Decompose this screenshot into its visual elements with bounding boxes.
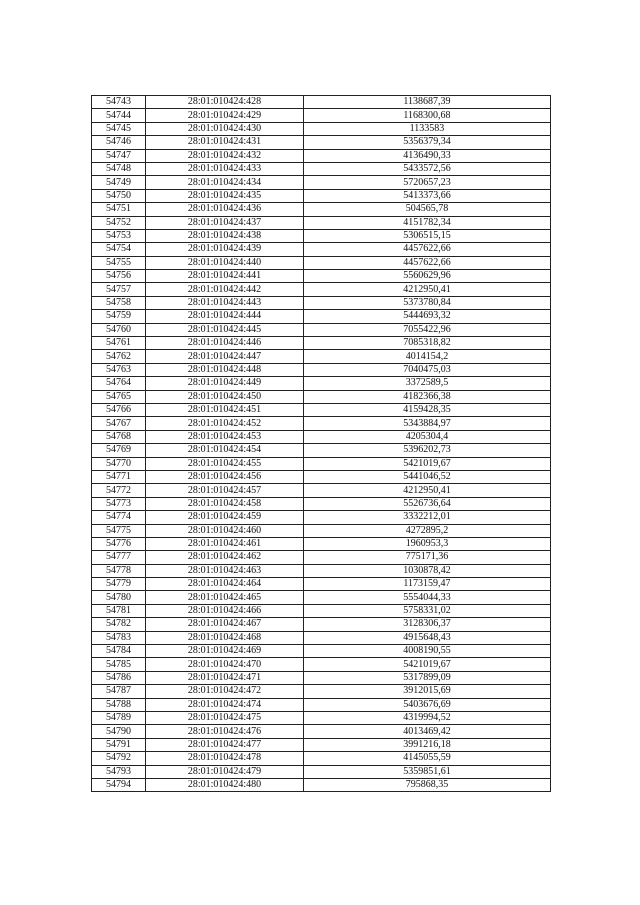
cadastral-number-cell: 28:01:010424:428 (146, 96, 304, 109)
row-number-cell: 54752 (92, 216, 146, 229)
cadastral-number-cell: 28:01:010424:430 (146, 122, 304, 135)
table-body (92, 96, 551, 792)
row-number-cell: 54756 (92, 270, 146, 283)
row-number-cell: 54753 (92, 229, 146, 242)
row-number-cell: 54757 (92, 283, 146, 296)
row-number-cell: 54746 (92, 136, 146, 149)
cadastral-number-cell: 28:01:010424:452 (146, 417, 304, 430)
row-number-cell: 54748 (92, 162, 146, 175)
table-row (92, 698, 551, 711)
value-cell: 1173159,47 (304, 578, 551, 591)
table-row (92, 96, 551, 109)
row-number-cell: 54790 (92, 725, 146, 738)
value-cell: 1960953,3 (304, 537, 551, 550)
row-number-cell: 54788 (92, 698, 146, 711)
table-row (92, 403, 551, 416)
table-row (92, 444, 551, 457)
cadastral-number-cell: 28:01:010424:436 (146, 203, 304, 216)
value-cell: 4457622,66 (304, 243, 551, 256)
table-row (92, 350, 551, 363)
table-row (92, 524, 551, 537)
cadastral-number-cell: 28:01:010424:433 (146, 162, 304, 175)
table-row (92, 283, 551, 296)
cadastral-number-cell: 28:01:010424:458 (146, 497, 304, 510)
row-number-cell: 54760 (92, 323, 146, 336)
cadastral-number-cell: 28:01:010424:479 (146, 765, 304, 778)
value-cell: 5421019,67 (304, 457, 551, 470)
cadastral-number-cell: 28:01:010424:447 (146, 350, 304, 363)
table-row (92, 511, 551, 524)
table-row (92, 752, 551, 765)
row-number-cell: 54768 (92, 430, 146, 443)
cadastral-number-cell: 28:01:010424:471 (146, 671, 304, 684)
row-number-cell: 54762 (92, 350, 146, 363)
row-number-cell: 54792 (92, 752, 146, 765)
value-cell: 4212950,41 (304, 283, 551, 296)
table-row (92, 176, 551, 189)
row-number-cell: 54780 (92, 591, 146, 604)
cadastral-number-cell: 28:01:010424:466 (146, 604, 304, 617)
value-cell: 5396202,73 (304, 444, 551, 457)
value-cell: 5356379,34 (304, 136, 551, 149)
table-row (92, 122, 551, 135)
table-row (92, 270, 551, 283)
value-cell: 4212950,41 (304, 484, 551, 497)
table-row (92, 618, 551, 631)
value-cell: 1138687,39 (304, 96, 551, 109)
table-row (92, 604, 551, 617)
row-number-cell: 54791 (92, 738, 146, 751)
value-cell: 4151782,34 (304, 216, 551, 229)
cadastral-number-cell: 28:01:010424:429 (146, 109, 304, 122)
cadastral-number-cell: 28:01:010424:468 (146, 631, 304, 644)
value-cell: 504565,78 (304, 203, 551, 216)
table-row (92, 578, 551, 591)
value-cell: 5526736,64 (304, 497, 551, 510)
cadastral-number-cell: 28:01:010424:462 (146, 551, 304, 564)
table-row (92, 377, 551, 390)
value-cell: 4272895,2 (304, 524, 551, 537)
cadastral-number-cell: 28:01:010424:477 (146, 738, 304, 751)
row-number-cell: 54743 (92, 96, 146, 109)
row-number-cell: 54770 (92, 457, 146, 470)
table-row (92, 497, 551, 510)
value-cell: 5413373,66 (304, 189, 551, 202)
table-row (92, 390, 551, 403)
table-row (92, 738, 551, 751)
row-number-cell: 54787 (92, 685, 146, 698)
row-number-cell: 54755 (92, 256, 146, 269)
table-row (92, 149, 551, 162)
value-cell: 3372589,5 (304, 377, 551, 390)
cadastral-number-cell: 28:01:010424:460 (146, 524, 304, 537)
value-cell: 3991216,18 (304, 738, 551, 751)
cadastral-number-cell: 28:01:010424:461 (146, 537, 304, 550)
value-cell: 4205304,4 (304, 430, 551, 443)
value-cell: 7040475,03 (304, 363, 551, 376)
value-cell: 5554044,33 (304, 591, 551, 604)
row-number-cell: 54786 (92, 671, 146, 684)
value-cell: 4008190,55 (304, 645, 551, 658)
value-cell: 1168300,68 (304, 109, 551, 122)
cadastral-number-cell: 28:01:010424:444 (146, 310, 304, 323)
row-number-cell: 54745 (92, 122, 146, 135)
table-row (92, 203, 551, 216)
row-number-cell: 54759 (92, 310, 146, 323)
row-number-cell: 54763 (92, 363, 146, 376)
cadastral-number-cell: 28:01:010424:449 (146, 377, 304, 390)
row-number-cell: 54793 (92, 765, 146, 778)
value-cell: 3912015,69 (304, 685, 551, 698)
row-number-cell: 54782 (92, 618, 146, 631)
value-cell: 4182366,38 (304, 390, 551, 403)
value-cell: 4136490,33 (304, 149, 551, 162)
value-cell: 5444693,32 (304, 310, 551, 323)
table-row (92, 417, 551, 430)
table-row (92, 243, 551, 256)
table-row (92, 551, 551, 564)
value-cell: 7055422,96 (304, 323, 551, 336)
row-number-cell: 54765 (92, 390, 146, 403)
table-row (92, 631, 551, 644)
table-row (92, 323, 551, 336)
row-number-cell: 54771 (92, 470, 146, 483)
table-row (92, 725, 551, 738)
cadastral-number-cell: 28:01:010424:475 (146, 711, 304, 724)
table-row (92, 457, 551, 470)
cadastral-value-table (91, 95, 551, 792)
row-number-cell: 54789 (92, 711, 146, 724)
row-number-cell: 54766 (92, 403, 146, 416)
row-number-cell: 54781 (92, 604, 146, 617)
value-cell: 775171,36 (304, 551, 551, 564)
value-cell: 5373780,84 (304, 296, 551, 309)
cadastral-number-cell: 28:01:010424:435 (146, 189, 304, 202)
value-cell: 4159428,35 (304, 403, 551, 416)
value-cell: 4915648,43 (304, 631, 551, 644)
table-row (92, 162, 551, 175)
table-row (92, 109, 551, 122)
table-row (92, 765, 551, 778)
table-row (92, 484, 551, 497)
table-row (92, 216, 551, 229)
table-row (92, 591, 551, 604)
value-cell: 5720657,23 (304, 176, 551, 189)
value-cell: 1133583 (304, 122, 551, 135)
table-row (92, 430, 551, 443)
table-row (92, 189, 551, 202)
row-number-cell: 54747 (92, 149, 146, 162)
value-cell: 4014154,2 (304, 350, 551, 363)
value-cell: 5560629,96 (304, 270, 551, 283)
row-number-cell: 54777 (92, 551, 146, 564)
cadastral-number-cell: 28:01:010424:463 (146, 564, 304, 577)
value-cell: 3332212,01 (304, 511, 551, 524)
cadastral-number-cell: 28:01:010424:443 (146, 296, 304, 309)
cadastral-number-cell: 28:01:010424:438 (146, 229, 304, 242)
table-row (92, 296, 551, 309)
row-number-cell: 54785 (92, 658, 146, 671)
cadastral-number-cell: 28:01:010424:480 (146, 778, 304, 791)
row-number-cell: 54749 (92, 176, 146, 189)
value-cell: 5441046,52 (304, 470, 551, 483)
cadastral-number-cell: 28:01:010424:476 (146, 725, 304, 738)
cadastral-number-cell: 28:01:010424:467 (146, 618, 304, 631)
cadastral-number-cell: 28:01:010424:431 (146, 136, 304, 149)
row-number-cell: 54751 (92, 203, 146, 216)
row-number-cell: 54783 (92, 631, 146, 644)
row-number-cell: 54761 (92, 337, 146, 350)
cadastral-number-cell: 28:01:010424:456 (146, 470, 304, 483)
row-number-cell: 54754 (92, 243, 146, 256)
row-number-cell: 54779 (92, 578, 146, 591)
cadastral-number-cell: 28:01:010424:465 (146, 591, 304, 604)
cadastral-number-cell: 28:01:010424:446 (146, 337, 304, 350)
cadastral-number-cell: 28:01:010424:451 (146, 403, 304, 416)
table-row (92, 658, 551, 671)
row-number-cell: 54767 (92, 417, 146, 430)
table-row (92, 564, 551, 577)
value-cell: 7085318,82 (304, 337, 551, 350)
table-row (92, 363, 551, 376)
cadastral-number-cell: 28:01:010424:474 (146, 698, 304, 711)
cadastral-number-cell: 28:01:010424:450 (146, 390, 304, 403)
table-row (92, 470, 551, 483)
table-row (92, 337, 551, 350)
cadastral-number-cell: 28:01:010424:472 (146, 685, 304, 698)
row-number-cell: 54750 (92, 189, 146, 202)
value-cell: 4457622,66 (304, 256, 551, 269)
cadastral-number-cell: 28:01:010424:441 (146, 270, 304, 283)
table-row (92, 778, 551, 791)
table-row (92, 136, 551, 149)
cadastral-number-cell: 28:01:010424:478 (146, 752, 304, 765)
cadastral-number-cell: 28:01:010424:459 (146, 511, 304, 524)
table-row (92, 537, 551, 550)
table-row (92, 229, 551, 242)
cadastral-number-cell: 28:01:010424:454 (146, 444, 304, 457)
cadastral-number-cell: 28:01:010424:437 (146, 216, 304, 229)
value-cell: 1030878,42 (304, 564, 551, 577)
value-cell: 4319994,52 (304, 711, 551, 724)
row-number-cell: 54784 (92, 645, 146, 658)
cadastral-number-cell: 28:01:010424:434 (146, 176, 304, 189)
row-number-cell: 54744 (92, 109, 146, 122)
value-cell: 5359851,61 (304, 765, 551, 778)
table-row (92, 310, 551, 323)
cadastral-number-cell: 28:01:010424:448 (146, 363, 304, 376)
value-cell: 4013469,42 (304, 725, 551, 738)
row-number-cell: 54776 (92, 537, 146, 550)
cadastral-number-cell: 28:01:010424:445 (146, 323, 304, 336)
value-cell: 5403676,69 (304, 698, 551, 711)
cadastral-number-cell: 28:01:010424:440 (146, 256, 304, 269)
table-row (92, 685, 551, 698)
cadastral-number-cell: 28:01:010424:439 (146, 243, 304, 256)
value-cell: 5433572,56 (304, 162, 551, 175)
row-number-cell: 54772 (92, 484, 146, 497)
value-cell: 5343884,97 (304, 417, 551, 430)
cadastral-number-cell: 28:01:010424:442 (146, 283, 304, 296)
row-number-cell: 54764 (92, 377, 146, 390)
cadastral-number-cell: 28:01:010424:457 (146, 484, 304, 497)
table-row (92, 645, 551, 658)
row-number-cell: 54775 (92, 524, 146, 537)
value-cell: 795868,35 (304, 778, 551, 791)
cadastral-number-cell: 28:01:010424:432 (146, 149, 304, 162)
value-cell: 5758331,02 (304, 604, 551, 617)
row-number-cell: 54794 (92, 778, 146, 791)
cadastral-number-cell: 28:01:010424:455 (146, 457, 304, 470)
table-row (92, 671, 551, 684)
table-row (92, 711, 551, 724)
cadastral-number-cell: 28:01:010424:470 (146, 658, 304, 671)
cadastral-number-cell: 28:01:010424:469 (146, 645, 304, 658)
value-cell: 5421019,67 (304, 658, 551, 671)
row-number-cell: 54778 (92, 564, 146, 577)
value-cell: 5306515,15 (304, 229, 551, 242)
value-cell: 5317899,09 (304, 671, 551, 684)
row-number-cell: 54769 (92, 444, 146, 457)
cadastral-number-cell: 28:01:010424:464 (146, 578, 304, 591)
table-row (92, 256, 551, 269)
value-cell: 3128306,37 (304, 618, 551, 631)
value-cell: 4145055,59 (304, 752, 551, 765)
cadastral-number-cell: 28:01:010424:453 (146, 430, 304, 443)
row-number-cell: 54773 (92, 497, 146, 510)
row-number-cell: 54758 (92, 296, 146, 309)
row-number-cell: 54774 (92, 511, 146, 524)
